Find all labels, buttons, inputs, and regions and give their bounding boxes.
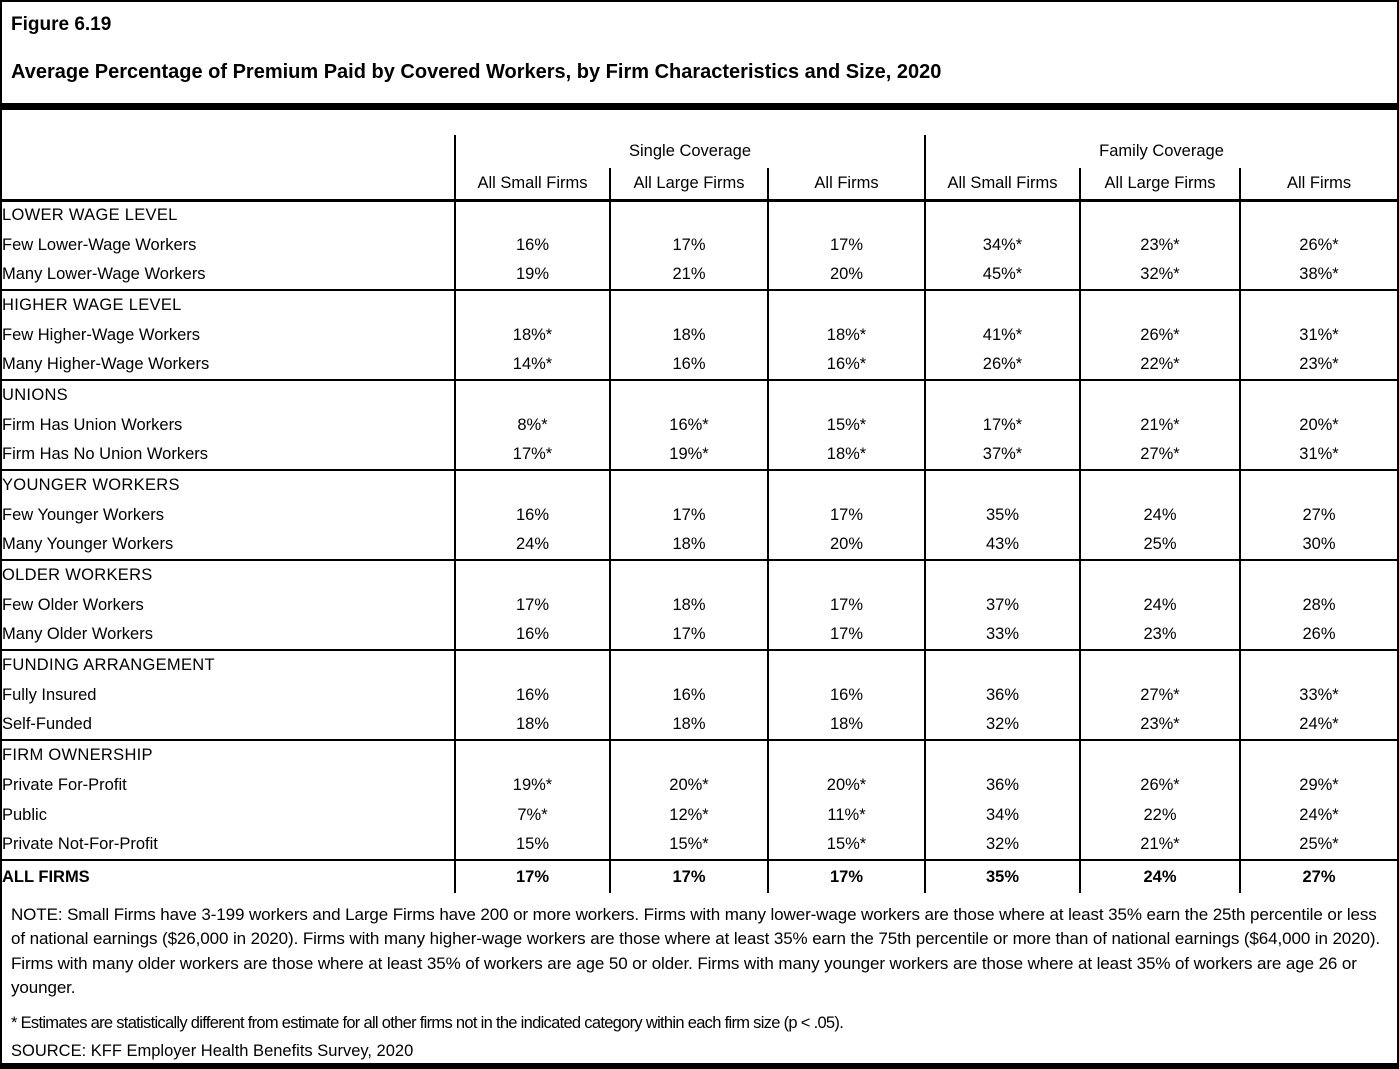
empty-cell <box>768 650 925 680</box>
value-cell: 41%* <box>925 320 1080 350</box>
value-cell: 16%* <box>610 410 768 440</box>
empty-cell <box>1240 560 1397 590</box>
section-header-label: LOWER WAGE LEVEL <box>2 200 455 230</box>
value-cell: 16% <box>455 620 610 650</box>
value-cell: 15%* <box>610 830 768 860</box>
value-cell: 45%* <box>925 260 1080 290</box>
section-header-row <box>2 200 1397 230</box>
section-header-label: FIRM OWNERSHIP <box>2 740 455 770</box>
value-cell: 22% <box>1080 800 1240 830</box>
empty-cell <box>455 740 610 770</box>
section-header-label: FUNDING ARRANGEMENT <box>2 650 455 680</box>
empty-cell <box>610 740 768 770</box>
value-cell: 17% <box>610 620 768 650</box>
value-cell: 31%* <box>1240 320 1397 350</box>
data-row <box>2 620 1397 650</box>
empty-cell <box>610 200 768 230</box>
figure-number: Figure 6.19 <box>11 14 112 35</box>
value-cell: 18% <box>768 710 925 740</box>
value-cell: 35% <box>925 500 1080 530</box>
row-label: Private For-Profit <box>2 775 127 794</box>
empty-cell <box>768 290 925 320</box>
empty-cell <box>925 200 1080 230</box>
row-label: Firm Has No Union Workers <box>2 445 208 463</box>
data-row <box>2 530 1397 560</box>
data-row <box>2 710 1397 740</box>
section-header-row <box>2 650 1397 680</box>
value-cell: 26%* <box>925 350 1080 380</box>
value-cell: 18% <box>610 320 768 350</box>
value-cell: 17% <box>768 860 925 893</box>
section-header-row <box>2 380 1397 410</box>
group-header-single-coverage: Single Coverage <box>455 135 925 168</box>
value-cell: 32% <box>925 710 1080 740</box>
column-header: All Small Firms <box>455 168 610 200</box>
value-cell: 43% <box>925 530 1080 560</box>
value-cell: 12%* <box>610 800 768 830</box>
value-cell: 14%* <box>455 350 610 380</box>
table-total <box>2 860 1397 893</box>
value-cell: 18% <box>610 530 768 560</box>
data-row <box>2 680 1397 710</box>
value-cell: 16% <box>455 230 610 260</box>
value-cell: 7%* <box>455 800 610 830</box>
empty-cell <box>1240 200 1397 230</box>
value-cell: 36% <box>925 680 1080 710</box>
value-cell: 16% <box>610 350 768 380</box>
value-cell: 21%* <box>1080 410 1240 440</box>
empty-cell <box>768 200 925 230</box>
empty-cell <box>1240 740 1397 770</box>
value-cell: 27% <box>1240 500 1397 530</box>
value-cell: 32%* <box>1080 260 1240 290</box>
value-cell: 24%* <box>1240 800 1397 830</box>
value-cell: 15%* <box>768 410 925 440</box>
data-row <box>2 410 1397 440</box>
value-cell: 24% <box>1080 500 1240 530</box>
group-header-family-coverage: Family Coverage <box>925 135 1397 168</box>
note-text: NOTE: Small Firms have 3-199 workers and Large Firms have 200 or more workers. Firms with many lower-wage workers are those where at least 35% earn the 25th percentile or less of national earnings ($26,000 in 2020). Firms with many higher-wage workers are those where at least 35% earn the 75th percentile or more than of national earnings ($64,000 in 2020). Firms with many older workers are those where at least 35% of workers are age 50 or older. Firms with many younger workers are those where at least 35% of workers are age 26 or younger. <box>11 905 1381 998</box>
value-cell: 20%* <box>610 770 768 800</box>
section-header-row <box>2 740 1397 770</box>
empty-cell <box>610 290 768 320</box>
value-cell: 16% <box>768 680 925 710</box>
empty-cell <box>1240 290 1397 320</box>
data-row <box>2 500 1397 530</box>
column-header: All Large Firms <box>1080 168 1240 200</box>
value-cell: 20% <box>768 260 925 290</box>
data-row <box>2 230 1397 260</box>
empty-cell <box>1080 380 1240 410</box>
row-label: Few Older Workers <box>2 595 144 614</box>
section-header-label: HIGHER WAGE LEVEL <box>2 290 455 320</box>
data-row <box>2 830 1397 860</box>
empty-cell <box>925 740 1080 770</box>
value-cell: 17% <box>610 860 768 893</box>
row-label: Self-Funded <box>2 715 92 733</box>
data-row <box>2 800 1397 830</box>
value-cell: 18% <box>610 590 768 620</box>
section-header-label: YOUNGER WORKERS <box>2 470 455 500</box>
value-cell: 17% <box>610 230 768 260</box>
value-cell: 23%* <box>1240 350 1397 380</box>
column-header: All Firms <box>1240 168 1397 200</box>
value-cell: 37%* <box>925 440 1080 470</box>
empty-cell <box>1080 290 1240 320</box>
column-header: All Large Firms <box>610 168 768 200</box>
value-cell: 17% <box>768 620 925 650</box>
value-cell: 19%* <box>455 770 610 800</box>
corner-cell <box>2 168 455 200</box>
data-row <box>2 350 1397 380</box>
row-label: Many Older Workers <box>2 625 153 643</box>
value-cell: 17% <box>768 590 925 620</box>
value-cell: 17% <box>455 860 610 893</box>
value-cell: 19% <box>455 260 610 290</box>
empty-cell <box>1080 470 1240 500</box>
value-cell: 20% <box>768 530 925 560</box>
data-row <box>2 770 1397 800</box>
premium-table <box>2 135 1397 893</box>
value-cell: 18% <box>455 710 610 740</box>
value-cell: 27%* <box>1080 680 1240 710</box>
value-cell: 32% <box>925 830 1080 860</box>
value-cell: 37% <box>925 590 1080 620</box>
value-cell: 20%* <box>1240 410 1397 440</box>
row-label: Few Lower-Wage Workers <box>2 235 197 254</box>
group-header-row <box>2 135 1397 168</box>
empty-cell <box>1080 200 1240 230</box>
row-label: Many Lower-Wage Workers <box>2 265 206 283</box>
empty-cell <box>768 470 925 500</box>
data-row <box>2 590 1397 620</box>
row-label: Public <box>2 805 47 824</box>
empty-cell <box>925 380 1080 410</box>
value-cell: 16% <box>455 680 610 710</box>
value-cell: 11%* <box>768 800 925 830</box>
value-cell: 26% <box>1240 620 1397 650</box>
value-cell: 24% <box>455 530 610 560</box>
value-cell: 34% <box>925 800 1080 830</box>
value-cell: 17%* <box>925 410 1080 440</box>
value-cell: 22%* <box>1080 350 1240 380</box>
value-cell: 25% <box>1080 530 1240 560</box>
value-cell: 24%* <box>1240 710 1397 740</box>
empty-cell <box>768 740 925 770</box>
empty-cell <box>455 560 610 590</box>
empty-cell <box>610 560 768 590</box>
section-header-label: OLDER WORKERS <box>2 560 455 590</box>
value-cell: 18% <box>610 710 768 740</box>
row-label: Many Higher-Wage Workers <box>2 355 210 373</box>
value-cell: 23% <box>1080 620 1240 650</box>
value-cell: 30% <box>1240 530 1397 560</box>
value-cell: 33%* <box>1240 680 1397 710</box>
value-cell: 24% <box>1080 590 1240 620</box>
value-cell: 17% <box>610 500 768 530</box>
value-cell: 26%* <box>1080 320 1240 350</box>
row-label: Few Younger Workers <box>2 505 165 524</box>
value-cell: 29%* <box>1240 770 1397 800</box>
column-header: All Firms <box>768 168 925 200</box>
value-cell: 8%* <box>455 410 610 440</box>
empty-cell <box>455 470 610 500</box>
row-label: Private Not-For-Profit <box>2 835 158 853</box>
footnote-text: * Estimates are statistically different from estimate for all other firms not in the indicated category within each firm size (p < .05). <box>11 1013 844 1032</box>
value-cell: 38%* <box>1240 260 1397 290</box>
table-body <box>2 200 1397 860</box>
value-cell: 18%* <box>768 440 925 470</box>
value-cell: 15%* <box>768 830 925 860</box>
total-row <box>2 860 1397 893</box>
value-cell: 36% <box>925 770 1080 800</box>
empty-cell <box>455 200 610 230</box>
value-cell: 27% <box>1240 860 1397 893</box>
row-label: Firm Has Union Workers <box>2 415 183 434</box>
empty-cell <box>1080 740 1240 770</box>
empty-cell <box>455 650 610 680</box>
value-cell: 27%* <box>1080 440 1240 470</box>
empty-cell <box>1240 470 1397 500</box>
empty-cell <box>610 650 768 680</box>
empty-cell <box>1240 650 1397 680</box>
corner-cell <box>2 135 455 168</box>
column-header-row <box>2 168 1397 200</box>
value-cell: 20%* <box>768 770 925 800</box>
empty-cell <box>768 560 925 590</box>
empty-cell <box>1080 650 1240 680</box>
row-label: Many Younger Workers <box>2 535 174 553</box>
value-cell: 21% <box>610 260 768 290</box>
section-header-row <box>2 560 1397 590</box>
value-cell: 19%* <box>610 440 768 470</box>
value-cell: 26%* <box>1240 230 1397 260</box>
empty-cell <box>768 380 925 410</box>
empty-cell <box>925 650 1080 680</box>
value-cell: 18%* <box>455 320 610 350</box>
value-cell: 25%* <box>1240 830 1397 860</box>
total-row-label: ALL FIRMS <box>2 860 455 893</box>
title-divider <box>2 103 1397 110</box>
section-header-row <box>2 470 1397 500</box>
value-cell: 17% <box>768 500 925 530</box>
value-cell: 24% <box>1080 860 1240 893</box>
value-cell: 17% <box>455 590 610 620</box>
section-header-label: UNIONS <box>2 380 455 410</box>
data-row <box>2 440 1397 470</box>
value-cell: 35% <box>925 860 1080 893</box>
empty-cell <box>1240 380 1397 410</box>
empty-cell <box>1080 560 1240 590</box>
empty-cell <box>925 470 1080 500</box>
value-cell: 16%* <box>768 350 925 380</box>
value-cell: 31%* <box>1240 440 1397 470</box>
figure-title: Average Percentage of Premium Paid by Covered Workers, by Firm Characteristics and Size, 2020 <box>11 61 942 83</box>
source-text: SOURCE: KFF Employer Health Benefits Survey, 2020 <box>11 1041 414 1060</box>
value-cell: 15% <box>455 830 610 860</box>
value-cell: 23%* <box>1080 230 1240 260</box>
value-cell: 23%* <box>1080 710 1240 740</box>
section-header-row <box>2 290 1397 320</box>
column-header: All Small Firms <box>925 168 1080 200</box>
value-cell: 17%* <box>455 440 610 470</box>
value-cell: 28% <box>1240 590 1397 620</box>
value-cell: 34%* <box>925 230 1080 260</box>
value-cell: 17% <box>768 230 925 260</box>
value-cell: 26%* <box>1080 770 1240 800</box>
row-label: Fully Insured <box>2 685 97 704</box>
data-row <box>2 260 1397 290</box>
empty-cell <box>455 290 610 320</box>
value-cell: 16% <box>610 680 768 710</box>
value-cell: 16% <box>455 500 610 530</box>
empty-cell <box>610 380 768 410</box>
row-label: Few Higher-Wage Workers <box>2 325 201 344</box>
value-cell: 21%* <box>1080 830 1240 860</box>
empty-cell <box>925 560 1080 590</box>
empty-cell <box>610 470 768 500</box>
empty-cell <box>925 290 1080 320</box>
data-row <box>2 320 1397 350</box>
value-cell: 18%* <box>768 320 925 350</box>
empty-cell <box>455 380 610 410</box>
value-cell: 33% <box>925 620 1080 650</box>
